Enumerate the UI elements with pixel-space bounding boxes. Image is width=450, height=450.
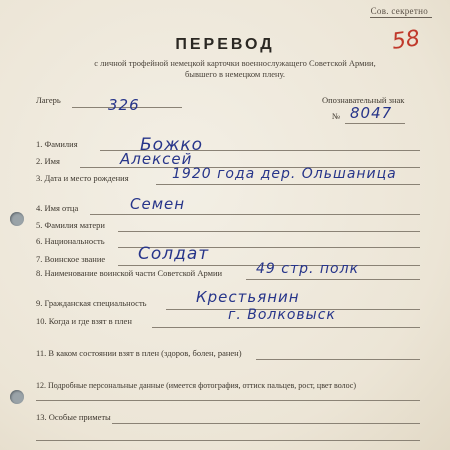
field-name-value: Алексей [120,150,193,168]
ident-line [345,123,405,124]
subtitle-line-1: с личной трофейной немецкой карточки военнослужащего Советской Армии, [94,58,376,68]
field-details-line [36,400,420,401]
field-birth-value: 1920 года дер. Ольшаница [172,166,397,182]
ident-value: 8047 [350,104,393,122]
punch-hole-top [10,212,24,226]
lager-value: 326 [108,96,140,114]
field-surname-value: Божко [140,135,204,155]
field-condition-label: 11. В каком состоянии взят в плен (здоров, болен, ранен) [36,348,242,358]
field-nationality-label: 6. Национальность [36,236,105,246]
field-surname-label: 1. Фамилия [36,139,78,149]
document-title: ПЕРЕВОД [175,36,275,53]
field-rank-value: Солдат [138,244,210,264]
lager-label: Лагерь [36,95,61,105]
extra-line [36,440,420,441]
field-birth-label: 3. Дата и место рождения [36,173,129,183]
ident-prefix: № [332,111,341,121]
field-captured-label: 10. Когда и где взят в плен [36,316,132,326]
field-name-label: 2. Имя [36,156,60,166]
field-marks-line [112,423,420,424]
field-mother-label: 5. Фамилия матери [36,220,105,230]
field-condition-line [256,359,420,360]
field-mother-line [118,231,420,232]
field-profession-label: 9. Гражданская специальность [36,298,147,308]
document-subtitle [60,58,410,80]
field-marks-label: 13. Особые приметы [36,412,111,422]
field-unit-value: 49 стр. полк [256,261,360,277]
subtitle-line-2: бывшего в немецком плену. [184,69,286,79]
field-rank-label: 7. Воинское звание [36,254,106,264]
punch-hole-bottom [10,390,24,404]
field-captured-line [152,327,420,328]
secret-stamp: Сов. секретно [370,6,428,16]
secret-underline [370,17,432,18]
page-number: 58 [390,26,422,55]
field-birth-line [156,184,420,185]
field-father-value: Семен [130,195,186,213]
field-father-line [90,214,420,215]
field-details-label: 12. Подробные персональные данные (имеется фотография, оттиск пальцев, рост, цвет волос) [36,381,356,390]
field-profession-value: Крестьянин [196,288,300,306]
field-unit-label: 8. Наименование воинской части Советской Армии [36,268,223,278]
ident-label: Опознавательный знак [322,95,405,105]
field-captured-value: г. Волковыск [228,307,336,323]
field-unit-line [246,279,420,280]
field-father-label: 4. Имя отца [36,203,79,213]
